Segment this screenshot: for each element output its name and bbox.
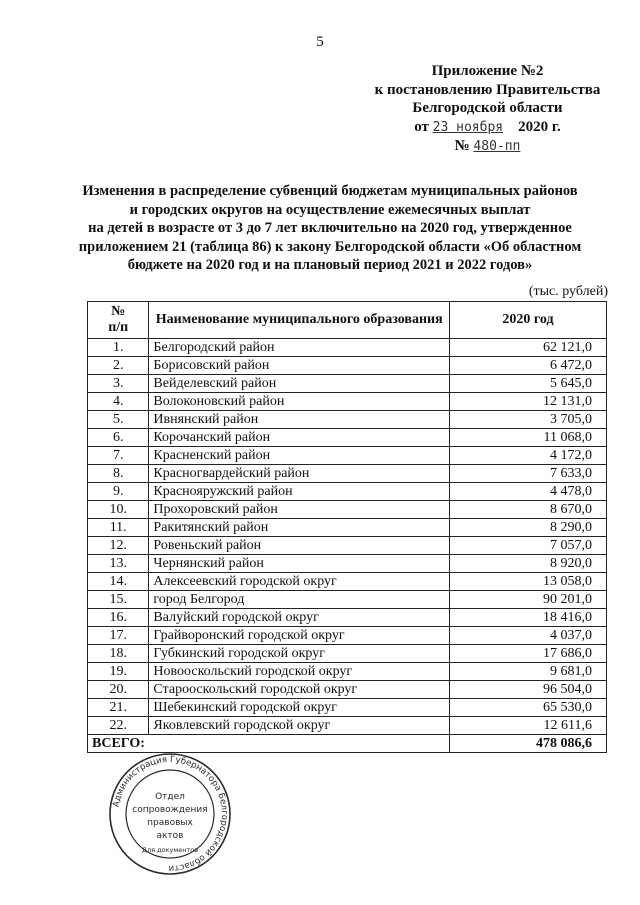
- row-value: 12 131,0: [450, 393, 607, 411]
- table-row: [88, 555, 607, 573]
- row-number: 7.: [88, 447, 149, 465]
- row-municipality: Ровеньский район: [149, 537, 450, 555]
- subvention-table: [87, 301, 607, 753]
- stamp-line-4: актов: [156, 831, 184, 841]
- stamp-line-2: сопровождения: [132, 805, 208, 815]
- date-suffix: 2020 г.: [518, 118, 561, 135]
- row-municipality: Ракитянский район: [149, 519, 450, 537]
- row-value: 5 645,0: [450, 375, 607, 393]
- table-body: [88, 339, 607, 735]
- row-value: 4 478,0: [450, 483, 607, 501]
- total-label: ВСЕГО:: [88, 735, 149, 753]
- row-number: 5.: [88, 411, 149, 429]
- row-value: 96 504,0: [450, 681, 607, 699]
- stamp-line-3: правовых: [147, 818, 193, 828]
- stamp-outer-text: Администрация Губернатора Белгородской области: [111, 754, 230, 874]
- total-value: 478 086,6: [450, 735, 607, 753]
- row-number: 12.: [88, 537, 149, 555]
- row-municipality: Волоконовский район: [149, 393, 450, 411]
- table-row: [88, 501, 607, 519]
- date-prefix: от: [414, 118, 429, 135]
- row-municipality: Чернянский район: [149, 555, 450, 573]
- title-line-3: на детей в возрасте от 3 до 7 лет включительно на 2020 год, утвержденное: [88, 220, 572, 236]
- row-number: 15.: [88, 591, 149, 609]
- row-number: 13.: [88, 555, 149, 573]
- row-number: 17.: [88, 627, 149, 645]
- header-number: [88, 302, 149, 339]
- row-number: 4.: [88, 393, 149, 411]
- table-row: [88, 465, 607, 483]
- header-year: 2020 год: [450, 302, 607, 339]
- number-handwritten: 480-пп: [473, 139, 521, 154]
- row-number: 11.: [88, 519, 149, 537]
- table-row: [88, 447, 607, 465]
- table-row: [88, 393, 607, 411]
- table-row: [88, 411, 607, 429]
- date-handwritten: 23 ноября: [432, 119, 504, 135]
- table-row: [88, 483, 607, 501]
- row-municipality: Краснояружский район: [149, 483, 450, 501]
- page-number: 5: [316, 34, 324, 50]
- table-row: [88, 375, 607, 393]
- row-value: 8 670,0: [450, 501, 607, 519]
- row-municipality: Красногвардейский район: [149, 465, 450, 483]
- row-value: 7 633,0: [450, 465, 607, 483]
- row-number: 19.: [88, 663, 149, 681]
- row-value: 12 611,6: [450, 717, 607, 735]
- appendix-number-line: [360, 137, 615, 157]
- row-number: 6.: [88, 429, 149, 447]
- row-value: 62 121,0: [450, 339, 607, 357]
- row-value: 8 290,0: [450, 519, 607, 537]
- row-municipality: город Белгород: [149, 591, 450, 609]
- row-number: 16.: [88, 609, 149, 627]
- table-row: [88, 591, 607, 609]
- row-value: 65 530,0: [450, 699, 607, 717]
- row-municipality: Корочанский район: [149, 429, 450, 447]
- header-number-line-2: п/п: [108, 320, 129, 335]
- row-municipality: Валуйский городской округ: [149, 609, 450, 627]
- row-value: 3 705,0: [450, 411, 607, 429]
- row-municipality: Новооскольский городской округ: [149, 663, 450, 681]
- unit-label: (тыс. рублей): [528, 284, 608, 299]
- table-row: [88, 357, 607, 375]
- row-number: 20.: [88, 681, 149, 699]
- row-municipality: Яковлевский городской округ: [149, 717, 450, 735]
- row-municipality: Губкинский городской округ: [149, 645, 450, 663]
- table-row: [88, 681, 607, 699]
- row-value: 6 472,0: [450, 357, 607, 375]
- stamp-line-1: Отдел: [155, 792, 185, 802]
- official-stamp: [108, 752, 232, 876]
- row-municipality: Белгородский район: [149, 339, 450, 357]
- row-number: 22.: [88, 717, 149, 735]
- stamp-bottom-text: Для документов: [141, 846, 199, 854]
- appendix-date-line: [360, 118, 615, 138]
- row-number: 3.: [88, 375, 149, 393]
- table-row: [88, 339, 607, 357]
- header-name: Наименование муниципального образования: [149, 302, 450, 339]
- table-row: [88, 519, 607, 537]
- number-prefix: №: [454, 138, 470, 154]
- table-row: [88, 537, 607, 555]
- row-municipality: Старооскольский городской округ: [149, 681, 450, 699]
- table-row: [88, 573, 607, 591]
- table-row: [88, 717, 607, 735]
- appendix-header: [360, 62, 615, 157]
- row-value: 8 920,0: [450, 555, 607, 573]
- row-number: 1.: [88, 339, 149, 357]
- title-line-1: Изменения в распределение субвенций бюджетам муниципальных районов: [82, 183, 578, 199]
- row-value: 18 416,0: [450, 609, 607, 627]
- row-number: 9.: [88, 483, 149, 501]
- title-line-5: бюджете на 2020 год и на плановый период 2021 и 2022 годов»: [127, 257, 533, 273]
- row-value: 11 068,0: [450, 429, 607, 447]
- row-municipality: Ивнянский район: [149, 411, 450, 429]
- title-line-4: приложением 21 (таблица 86) к закону Белгородской области «Об областном: [78, 238, 582, 255]
- total-spacer: [149, 735, 450, 753]
- table-row: [88, 627, 607, 645]
- table-row: [88, 429, 607, 447]
- row-number: 21.: [88, 699, 149, 717]
- row-value: 4 037,0: [450, 627, 607, 645]
- appendix-line-2: к постановлению Правительства: [374, 81, 601, 98]
- table-header-row: [88, 302, 607, 339]
- table-row: [88, 609, 607, 627]
- document-title: [40, 182, 620, 275]
- row-municipality: Борисовский район: [149, 357, 450, 375]
- row-municipality: Вейделевский район: [149, 375, 450, 393]
- row-number: 14.: [88, 573, 149, 591]
- row-number: 18.: [88, 645, 149, 663]
- appendix-line-1: Приложение №2: [431, 63, 544, 79]
- row-value: 7 057,0: [450, 537, 607, 555]
- table-row: [88, 699, 607, 717]
- table-row: [88, 663, 607, 681]
- row-value: 9 681,0: [450, 663, 607, 681]
- header-number-line-1: №: [111, 304, 126, 319]
- total-row: [88, 735, 607, 753]
- row-value: 4 172,0: [450, 447, 607, 465]
- title-line-2: и городских округов на осуществление ежемесячных выплат: [129, 201, 531, 218]
- row-municipality: Шебекинский городской округ: [149, 699, 450, 717]
- row-number: 10.: [88, 501, 149, 519]
- row-municipality: Грайворонский городской округ: [149, 627, 450, 645]
- row-value: 13 058,0: [450, 573, 607, 591]
- row-value: 90 201,0: [450, 591, 607, 609]
- row-municipality: Прохоровский район: [149, 501, 450, 519]
- row-municipality: Алексеевский городской округ: [149, 573, 450, 591]
- row-number: 8.: [88, 465, 149, 483]
- table-row: [88, 645, 607, 663]
- row-municipality: Красненский район: [149, 447, 450, 465]
- row-value: 17 686,0: [450, 645, 607, 663]
- row-number: 2.: [88, 357, 149, 375]
- appendix-line-3: Белгородской области: [412, 100, 563, 116]
